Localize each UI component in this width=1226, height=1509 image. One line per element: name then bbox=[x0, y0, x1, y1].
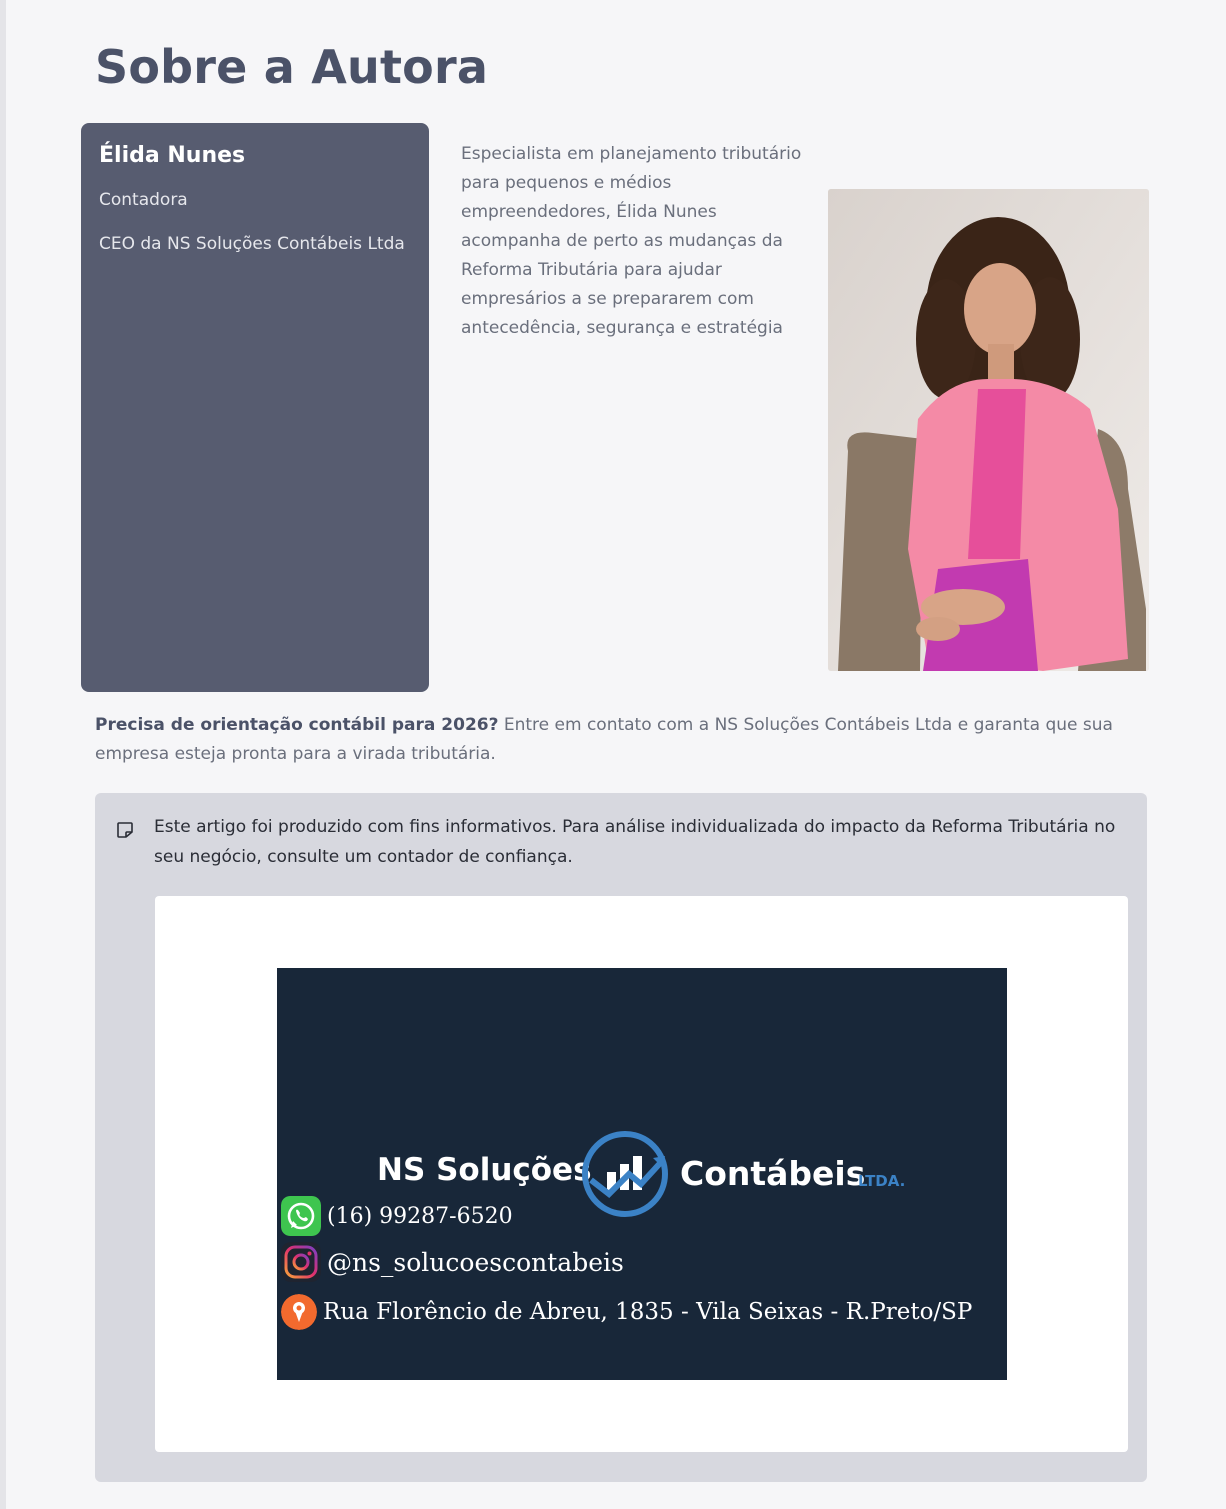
instagram-icon bbox=[281, 1242, 321, 1282]
contact-call-to-action bbox=[95, 711, 1190, 769]
author-role: Contadora bbox=[99, 190, 188, 210]
author-name: Élida Nunes bbox=[99, 143, 246, 168]
brand-logo-icon bbox=[579, 1128, 671, 1220]
author-photo-illustration bbox=[828, 189, 1149, 671]
whatsapp-icon bbox=[281, 1196, 321, 1236]
brand-name-left: NS Soluções bbox=[377, 1152, 592, 1188]
instagram-row bbox=[281, 1242, 624, 1282]
location-pin-icon bbox=[281, 1294, 317, 1330]
page-left-border bbox=[0, 0, 6, 1509]
page-title: Sobre a Autora bbox=[95, 40, 489, 94]
author-bio: Especialista em planejamento tributário para pequenos e médios empreendedores, Élida Nunes acompanha de perto as mudanças da Reforma Tributária para ajudar empresários a se prepararem com antecedência, segurança e estratégia bbox=[461, 144, 802, 338]
business-card-frame bbox=[155, 896, 1128, 1452]
cta-text: Entre em contato com a NS Soluções Contábeis Ltda e garanta que sua empresa esteja pronta para a virada tributária. bbox=[95, 715, 1113, 764]
brand-suffix: LTDA. bbox=[858, 1172, 906, 1190]
business-card-image bbox=[277, 968, 1007, 1380]
brand-name-right: Contábeis bbox=[680, 1154, 866, 1193]
author-company: CEO da NS Soluções Contábeis Ltda bbox=[99, 234, 405, 254]
address-text: Rua Florêncio de Abreu, 1835 - Vila Seixas - R.Preto/SP bbox=[323, 1299, 973, 1325]
note-icon bbox=[116, 821, 134, 839]
disclaimer-text: Este artigo foi produzido com fins informativos. Para análise individualizada do impacto da Reforma Tributária no seu negócio, consulte um contador de confiança. bbox=[154, 817, 1116, 867]
cta-highlight: Precisa de orientação contábil para 2026? bbox=[95, 715, 499, 735]
phone-number: (16) 99287-6520 bbox=[327, 1203, 513, 1229]
address-row bbox=[281, 1294, 972, 1330]
author-photo bbox=[828, 189, 1149, 671]
phone-row bbox=[281, 1196, 513, 1236]
author-card bbox=[81, 123, 429, 692]
disclaimer-box bbox=[95, 793, 1147, 1482]
instagram-handle: @ns_solucoescontabeis bbox=[327, 1247, 624, 1277]
